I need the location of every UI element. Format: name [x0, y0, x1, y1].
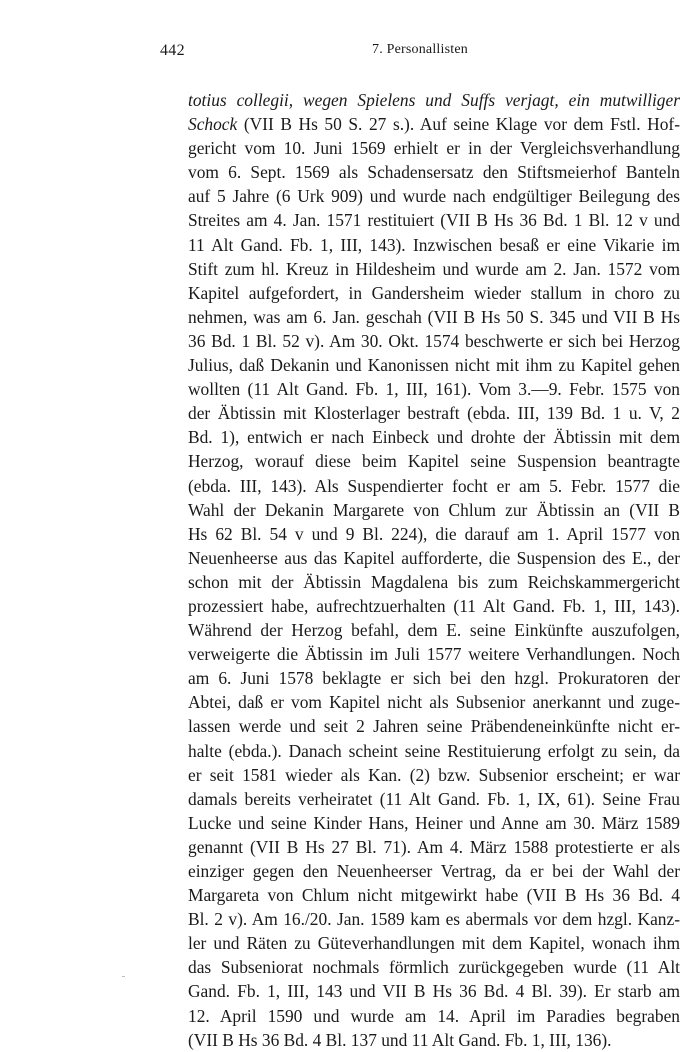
text-line: 11 Alt Gand. Fb. 1, III, 143). Inzwischen besaß er eine Vikarie im [188, 234, 680, 255]
body-text [188, 88, 680, 1052]
italic-text: Schock [188, 114, 238, 135]
text-line: Abtei, daß er vom Kapitel nicht als Subsenior anerkannt und zuge- [188, 692, 680, 713]
text-line: Bl. 2 v). Am 16./20. Jan. 1589 kam es abermals vor dem hzgl. Kanz- [188, 909, 680, 930]
running-title: 7. Personallisten [372, 42, 468, 57]
text-line: Gand. Fb. 1, III, 143 und VII B Hs 36 Bd. 4 Bl. 39). Er starb am [188, 981, 680, 1002]
text-line: Kapitel aufgefordert, in Gandersheim wieder stallum in choro zu [188, 282, 680, 303]
text-line: am 6. Juni 1578 beklagte er sich bei den hzgl. Prokuratoren der [188, 668, 680, 689]
text-line: lassen werde und seit 2 Jahren seine Präbendeneinkünfte nicht er- [188, 716, 680, 737]
text-line: er seit 1581 wieder als Kan. (2) bzw. Subsenior erscheint; er war [188, 764, 680, 785]
text-line: Neuenheerse aus das Kapitel aufforderte, die Suspension des E., der [188, 547, 680, 568]
text-line: nehmen, was am 6. Jan. geschah (VII B Hs 50 S. 345 und VII B Hs [188, 306, 680, 327]
text-line: halte (ebda.). Danach scheint seine Restituierung erfolgt zu sein, da [188, 740, 680, 761]
text-line: schon mit der Äbtissin Magdalena bis zum Reichskammergericht [188, 571, 680, 592]
text-line: Julius, daß Dekanin und Kanonissen nicht mit ihm zu Kapitel gehen [188, 355, 680, 376]
text-line: Wahl der Dekanin Margarete von Chlum zur Äbtissin an (VII B [188, 499, 680, 520]
page-number: 442 [160, 42, 185, 59]
text-line: Lucke und seine Kinder Hans, Heiner und Anne am 30. März 1589 [188, 812, 680, 833]
text-line: der Äbtissin mit Klosterlager bestraft (ebda. III, 139 Bd. 1 u. V, 2 [188, 403, 680, 424]
text-line: 12. April 1590 und wurde am 14. April im Paradies begraben [188, 1005, 680, 1026]
text-line: wollten (11 Alt Gand. Fb. 1, III, 161). Vom 3.—9. Febr. 1575 von [188, 379, 680, 400]
line-text: (VII B Hs 50 S. 27 s.). Auf seine Klage vor dem Fstl. Hof- [237, 114, 680, 135]
text-line: ler und Räten zu Güteverhandlungen mit dem Kapitel, wonach ihm [188, 933, 680, 954]
text-line: Margareta von Chlum nicht mitgewirkt habe (VII B Hs 36 Bd. 4 [188, 885, 680, 906]
text-line: auf 5 Jahre (6 Urk 909) und wurde nach endgültiger Beilegung des [188, 186, 680, 207]
text-line: (VII B Hs 36 Bd. 4 Bl. 137 und 11 Alt Gand. Fb. 1, III, 136). [188, 1029, 612, 1050]
running-head [160, 42, 680, 62]
text-line: Herzog, worauf diese beim Kapitel seine Suspension beantragte [188, 451, 680, 472]
text-line: prozessiert habe, aufrechtzuerhalten (11 Alt Gand. Fb. 1, III, 143). [188, 595, 680, 616]
text-line [188, 112, 680, 136]
text-line: Streites am 4. Jan. 1571 restituiert (VII B Hs 36 Bd. 1 Bl. 12 v und [188, 210, 680, 231]
text-line: verweigerte die Äbtissin im Juli 1577 weitere Verhandlungen. Noch [188, 644, 680, 665]
text-line: gericht vom 10. Juni 1569 erhielt er in der Vergleichsverhandlung [188, 138, 680, 159]
text-line: Bd. 1), entwich er nach Einbeck und drohte der Äbtissin mit dem [188, 427, 680, 448]
italic-text: totius collegii, wegen Spielens und Suffs verjagt, ein mutwilliger [188, 90, 680, 110]
text-line: einziger gegen den Neuenheerser Vertrag, da er bei der Wahl der [188, 861, 680, 881]
text-line [188, 88, 680, 112]
text-line: das Subseniorat nochmals förmlich zurückgegeben wurde (11 Alt [188, 957, 680, 978]
scan-artifact [122, 976, 125, 977]
text-line: Stift zum hl. Kreuz in Hildesheim und wurde am 2. Jan. 1572 vom [188, 258, 680, 279]
text-line: genannt (VII B Hs 27 Bl. 71). Am 4. März 1588 protestierte er als [188, 836, 680, 857]
text-line: 36 Bd. 1 Bl. 52 v). Am 30. Okt. 1574 beschwerte er sich bei Herzog [188, 330, 680, 351]
text-line: Hs 62 Bl. 54 v und 9 Bl. 224), die darauf am 1. April 1577 von [188, 523, 680, 544]
text-line: vom 6. Sept. 1569 als Schadensersatz den Stiftsmeierhof Banteln [188, 162, 680, 183]
text-line: (ebda. III, 143). Als Suspendierter focht er am 5. Febr. 1577 die [188, 475, 680, 496]
text-line: Während der Herzog befahl, dem E. seine Einkünfte auszufolgen, [188, 620, 680, 641]
text-line: damals bereits verheiratet (11 Alt Gand. Fb. 1, IX, 61). Seine Frau [188, 788, 680, 809]
